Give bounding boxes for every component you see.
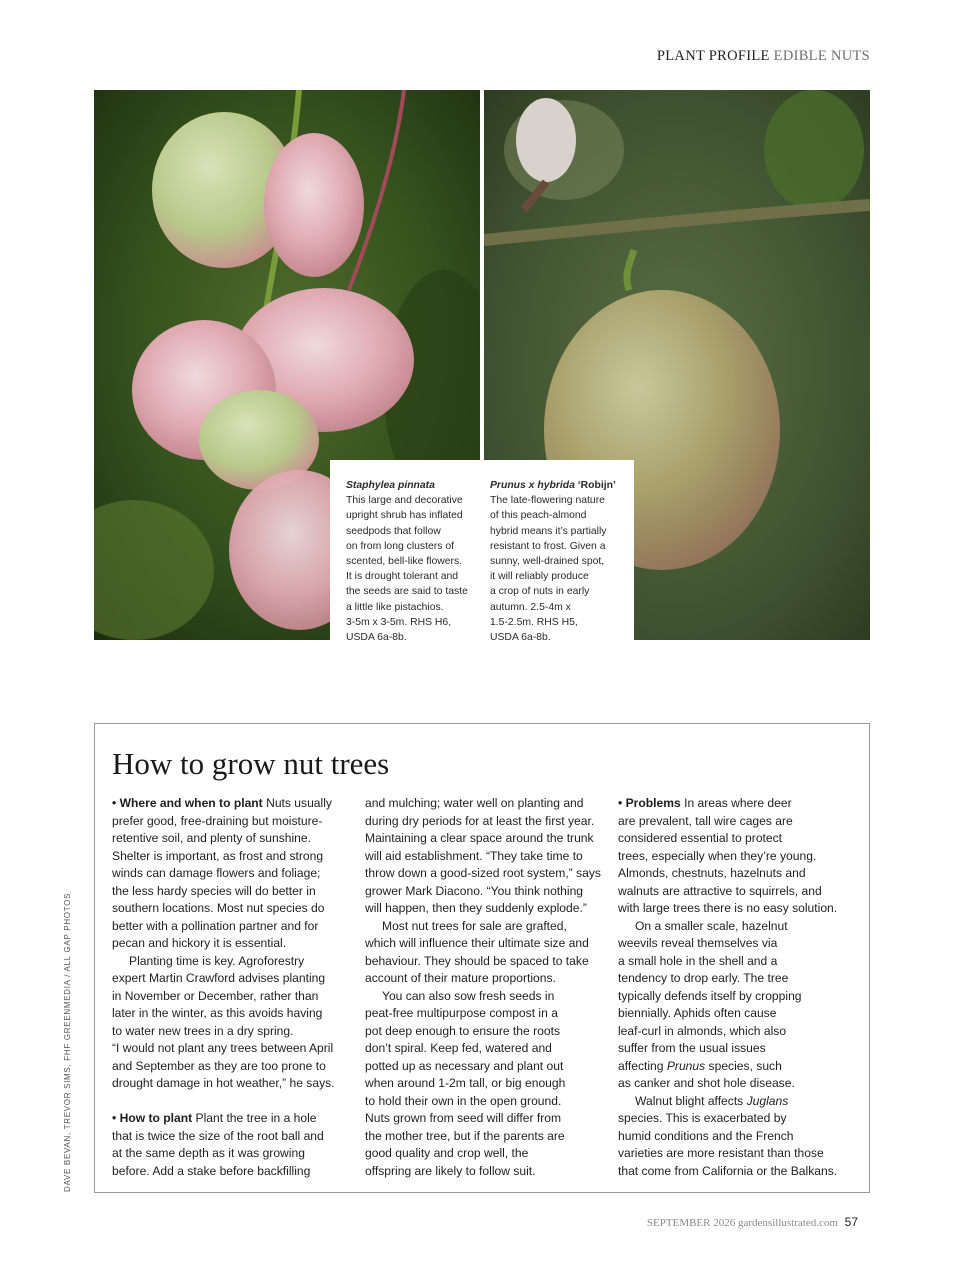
- caption-species: Prunus x hybrida: [490, 480, 575, 491]
- caption-text: This large and decorative upright shrub has inflated seedpods that follow on from long clusters of scented, bell-like flowers. It is drought tolerant and the seeds are said to taste a little like pistachios. 3-5m x 3-5m. RHS H6, USDA 6a-8b.: [346, 495, 468, 644]
- subsection-label: EDIBLE NUTS: [773, 48, 870, 64]
- paragraph: Planting time is key. Agroforestry expert Martin Crawford advises planting in November or December, rather than later in the winter, as this avoids having to water new trees in a dry spring. “I would not plant any trees between April and September as they are too prone to drought damage in hot weather,” he says.: [112, 953, 335, 1090]
- text-column-3: [618, 795, 858, 1180]
- paragraph: [112, 795, 348, 953]
- page-footer: [647, 1215, 858, 1229]
- paragraph-lead: • Problems: [618, 796, 681, 810]
- text-column-1: [112, 795, 348, 1180]
- page-number: 57: [844, 1215, 858, 1229]
- photo-credit: DAVE BEVAN, TREVOR SIMS, FHF GREENMEDIA / ALL GAP PHOTOS: [63, 892, 72, 1192]
- section-header: [657, 48, 870, 65]
- caption-text: The late-flowering nature of this peach-almond hybrid means it’s partially resistant to frost. Given a sunny, well-drained spot, it will reliably produce a crop of nuts in early autumn. 2.5-4m x 1.5-2.5m. RHS H5, USDA 6a-8b.: [490, 495, 607, 644]
- caption-title: [346, 478, 474, 493]
- paragraph-text: On a smaller scale, hazelnut weevils reveal themselves via a small hole in the shell and a tendency to drop early. The tree typically defends itself by cropping biennially. Aphids often cause leaf-curl in almonds, which also suffer from the usual issues: [618, 918, 802, 1055]
- caption-species: Staphylea pinnata: [346, 480, 435, 491]
- paragraph: and mulching; water well on planting and during dry periods for at least the first year. Maintaining a clear space around the trunk will aid establishment. “They take time to throw down a good-sized root system,” says grower Mark Diacono. “You think nothing will happen, then they suddenly explode.”: [365, 796, 601, 915]
- paragraph: [618, 918, 858, 1093]
- caption-title: [490, 478, 620, 493]
- paragraph: [618, 1093, 858, 1181]
- genus-name: Juglans: [746, 1093, 789, 1108]
- paragraph: [112, 1110, 348, 1180]
- paragraph: [618, 795, 858, 918]
- photo-captions: [330, 460, 634, 644]
- section-label: PLANT PROFILE: [656, 48, 770, 64]
- caption-staphylea: [346, 478, 474, 645]
- issue-date: SEPTEMBER 2026: [646, 1217, 736, 1229]
- paragraph-text: species. This is exacerbated by humid conditions and the French varieties are more resistant than those that come from California or the Balkans.: [618, 1111, 838, 1178]
- paragraph-text: Plant the tree in a hole that is twice the size of the root ball and at the same depth as it was growing before. Add a stake before backfilling: [112, 1111, 324, 1178]
- paragraph-text: affecting: [618, 1058, 667, 1073]
- how-to-grow-box: [94, 723, 870, 1193]
- paragraph: You can also sow fresh seeds in peat-free multipurpose compost in a pot deep enough to ensure the roots don’t spiral. Keep fed, watered and potted up as necessary and plant out when around 1-2m tall, or big enough to hold their own in the open ground. Nuts grown from seed will differ from the mother tree, but if the parents are good quality and crop well, the offspring are likely to follow suit.: [365, 988, 566, 1178]
- paragraph-lead: • Where and when to plant: [112, 796, 263, 810]
- website: gardensillustrated.com: [738, 1217, 838, 1229]
- caption-cultivar: ‘Robijn’: [574, 480, 616, 491]
- paragraph-text: species, such as canker and shot hole disease.: [618, 1058, 795, 1090]
- paragraph-text: In areas where deer are prevalent, tall wire cages are considered essential to protect trees, especially when they’re young. Almonds, chestnuts, hazelnuts and walnuts are attractive to squirrels, and with large trees there is no easy solution.: [618, 796, 838, 915]
- genus-name: Prunus: [666, 1058, 706, 1073]
- paragraph: Most nut trees for sale are grafted, which will influence their ultimate size and behaviour. They should be spaced to take account of their mature proportions.: [365, 918, 589, 985]
- paragraph-lead: • How to plant: [112, 1111, 193, 1125]
- paragraph-text: Nuts usually prefer good, free-draining but moisture- retentive soil, and plenty of sunshine. Shelter is important, as frost and strong winds can damage flowers and foliage; the less hardy species will do better in southern locations. Most nut species do better with a pollination partner and for pecan and hickory it is essential.: [112, 796, 332, 950]
- box-title: How to grow nut trees: [112, 746, 390, 781]
- text-column-2: [365, 795, 601, 1180]
- caption-prunus: [490, 478, 620, 645]
- paragraph-text: Walnut blight affects: [635, 1093, 747, 1108]
